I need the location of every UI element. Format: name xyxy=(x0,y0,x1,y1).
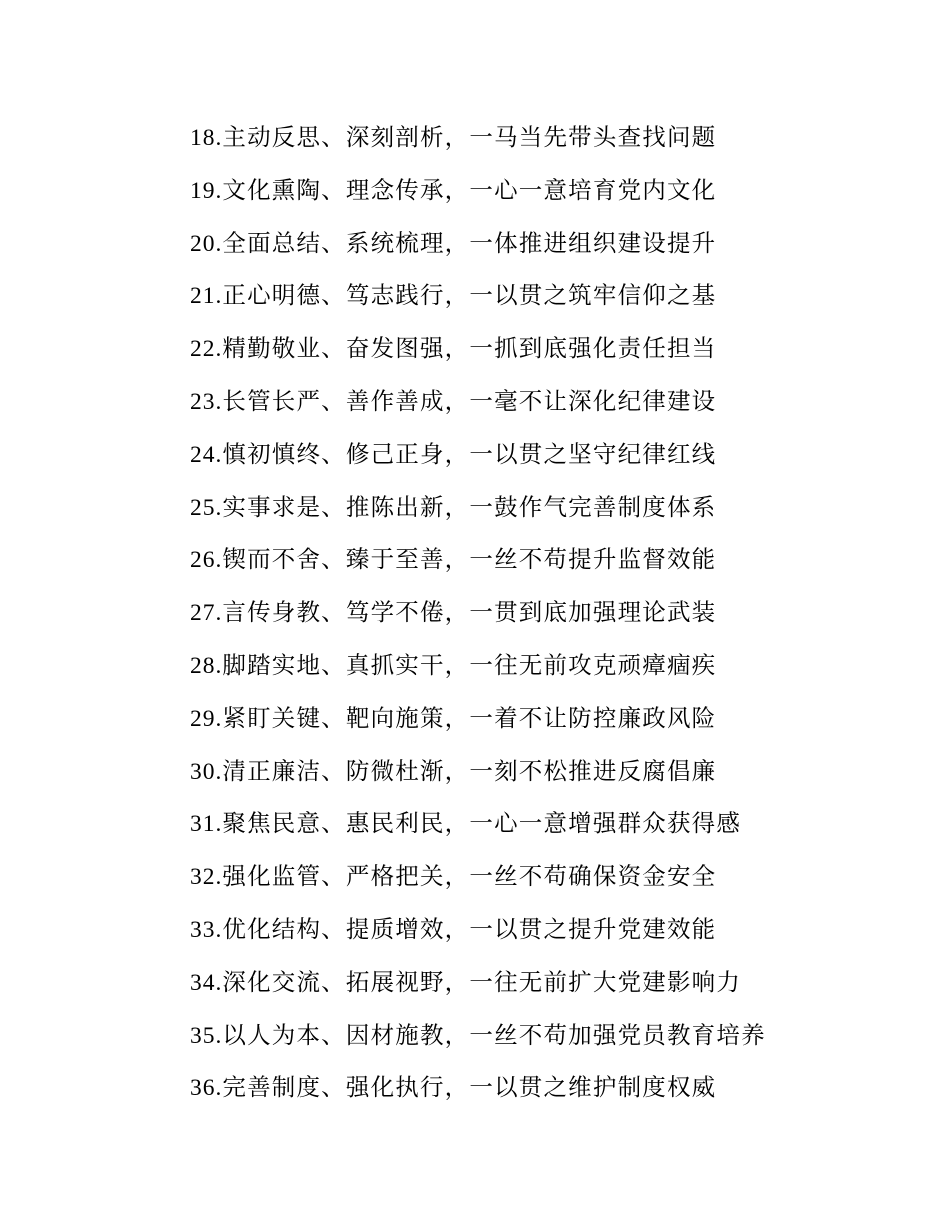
list-item xyxy=(190,325,766,378)
item-text: 正心明德、笃志践行，一以贯之筑牢信仰之基 xyxy=(222,281,717,310)
item-number: 18. xyxy=(190,125,223,151)
list-item xyxy=(190,642,766,695)
item-text: 紧盯关键、靶向施策，一着不让防控廉政风险 xyxy=(222,703,717,732)
item-text: 精勤敬业、奋发图强，一抓到底强化责任担当 xyxy=(222,334,717,363)
item-number: 24. xyxy=(190,441,223,468)
item-text: 脚踏实地、真抓实干，一往无前攻克顽瘴痼疾 xyxy=(222,650,717,679)
item-number: 32. xyxy=(190,864,223,891)
item-text: 慎初慎终、修己正身，一以贯之坚守纪律红线 xyxy=(222,439,717,468)
item-text: 聚焦民意、惠民利民，一心一意增强群众获得感 xyxy=(222,809,742,838)
item-text: 以人为本、因材施教，一丝不苟加强党员教育培养 xyxy=(222,1020,766,1049)
item-text: 强化监管、严格把关，一丝不苟确保资金安全 xyxy=(222,862,717,891)
list-item xyxy=(190,589,766,642)
item-text: 实事求是、推陈出新，一鼓作气完善制度体系 xyxy=(222,492,717,521)
item-number: 34. xyxy=(190,969,223,996)
item-number: 20. xyxy=(190,230,223,257)
slogan-list xyxy=(190,114,766,1117)
item-number: 25. xyxy=(190,494,223,521)
list-item xyxy=(190,748,766,801)
list-item xyxy=(190,484,766,537)
item-text: 深化交流、拓展视野，一往无前扩大党建影响力 xyxy=(222,967,742,996)
item-text: 完善制度、强化执行，一以贯之维护制度权威 xyxy=(222,1073,717,1102)
item-number: 28. xyxy=(190,652,223,679)
item-number: 19. xyxy=(190,177,223,204)
item-number: 36. xyxy=(190,1075,223,1102)
list-item xyxy=(190,959,766,1012)
item-number: 22. xyxy=(190,336,223,363)
list-item xyxy=(190,1064,766,1117)
list-item xyxy=(190,853,766,906)
list-item xyxy=(190,695,766,748)
item-text: 言传身教、笃学不倦，一贯到底加强理论武装 xyxy=(222,598,717,627)
item-text: 锲而不舍、臻于至善，一丝不苟提升监督效能 xyxy=(222,545,717,574)
list-item xyxy=(190,800,766,853)
item-number: 35. xyxy=(190,1022,223,1049)
item-text: 主动反思、深刻剖析，一马当先带头查找问题 xyxy=(222,123,717,151)
item-text: 清正廉洁、防微杜渐，一刻不松推进反腐倡廉 xyxy=(222,756,717,785)
list-item xyxy=(190,536,766,589)
item-number: 23. xyxy=(190,388,223,415)
item-number: 31. xyxy=(190,811,223,838)
item-text: 长管长严、善作善成，一毫不让深化纪律建设 xyxy=(222,386,717,415)
list-item xyxy=(190,220,766,273)
item-number: 33. xyxy=(190,916,223,943)
item-text: 优化结构、提质增效，一以贯之提升党建效能 xyxy=(222,914,717,943)
item-number: 30. xyxy=(190,758,223,785)
item-text: 全面总结、系统梳理，一体推进组织建设提升 xyxy=(222,228,717,257)
list-item xyxy=(190,431,766,484)
item-number: 29. xyxy=(190,705,223,732)
item-text: 文化熏陶、理念传承，一心一意培育党内文化 xyxy=(222,175,717,204)
item-number: 26. xyxy=(190,547,223,574)
list-item xyxy=(190,378,766,431)
item-number: 21. xyxy=(190,283,223,310)
list-item xyxy=(190,906,766,959)
item-number: 27. xyxy=(190,600,223,627)
list-item xyxy=(190,272,766,325)
list-item xyxy=(190,114,766,167)
list-item xyxy=(190,167,766,220)
list-item xyxy=(190,1012,766,1065)
